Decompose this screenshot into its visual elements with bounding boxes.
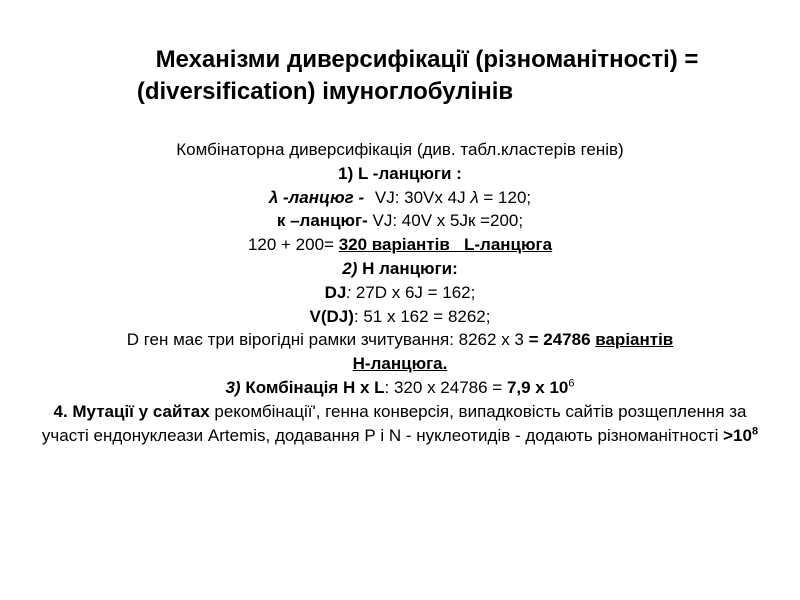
lambda-line: [40, 186, 760, 210]
h-chains-heading: [40, 257, 760, 281]
combination-exponent: 6: [568, 377, 575, 390]
kappa-label: к –ланцюг-: [276, 211, 368, 231]
mutations-exponent: 8: [751, 424, 759, 437]
h-chains-number: 2): [342, 258, 358, 278]
mutations-result: >10: [723, 425, 752, 445]
vdj-line: [40, 305, 760, 329]
l-sum-line: [40, 233, 760, 257]
d-gene-h-chain: Н-ланцюга.: [352, 354, 448, 374]
l-sum-prefix: 120 + 200=: [247, 235, 339, 255]
combination-label: Комбінація Н x L: [240, 377, 385, 397]
slide-title: [40, 44, 760, 108]
intro-text: Комбінаторна диверсифікація (див. табл.кластерів генів): [176, 140, 624, 159]
d-gene-eq: = 24786: [528, 330, 596, 350]
kappa-formula: VJ: 40V x 5Jк =200;: [367, 211, 524, 231]
dj-label: DJ: [324, 282, 347, 302]
vdj-formula: : 51 x 162 = 8262;: [353, 306, 491, 326]
l-chains-heading-text: 1) L -ланцюги :: [338, 163, 462, 183]
combination-result: 7,9 x 10: [506, 377, 569, 397]
combination-formula: : 320 x 24786 =: [384, 377, 507, 397]
lambda-symbol: λ: [470, 187, 479, 207]
lambda-label: λ -ланцюг -: [268, 187, 365, 207]
dj-formula: 27D x 6J = 162;: [351, 282, 476, 302]
intro-line: [40, 138, 760, 162]
title-line-1: Механізми диверсифікації (різноманітності) =: [155, 46, 699, 73]
dj-line: [40, 281, 760, 305]
kappa-line: [40, 209, 760, 233]
slide-content: [40, 138, 760, 447]
d-gene-variants: варіантів: [595, 330, 674, 350]
d-gene-text: D ген має три вірогідні рамки зчитування: 8262 x 3: [126, 330, 529, 350]
vdj-label: V(DJ): [309, 306, 354, 326]
mutations-label: 4. Мутації у сайтах: [53, 401, 210, 421]
mutations-line: [40, 400, 760, 448]
l-chains-heading: [40, 162, 760, 186]
mutations-text: рекомбінації', генна конверсія, випадковість сайтів розщеплення за участі ендонуклеази Artemis, додавання Р і N - нуклеотидів - додають різноманітності: [41, 401, 747, 445]
lambda-formula-a: VJ: 30Vx 4J: [374, 187, 466, 207]
d-gene-line: [40, 328, 760, 376]
h-chains-label: Н ланцюги:: [357, 258, 458, 278]
l-sum-result: 320 варіантів L-ланцюга: [338, 235, 553, 255]
combination-number: 3): [225, 377, 241, 397]
lambda-formula-b: = 120;: [478, 187, 532, 207]
title-line-2: (diversification) імуноглобулінів: [136, 78, 514, 105]
dj-colon: :: [346, 282, 352, 302]
combination-line: [40, 376, 760, 400]
